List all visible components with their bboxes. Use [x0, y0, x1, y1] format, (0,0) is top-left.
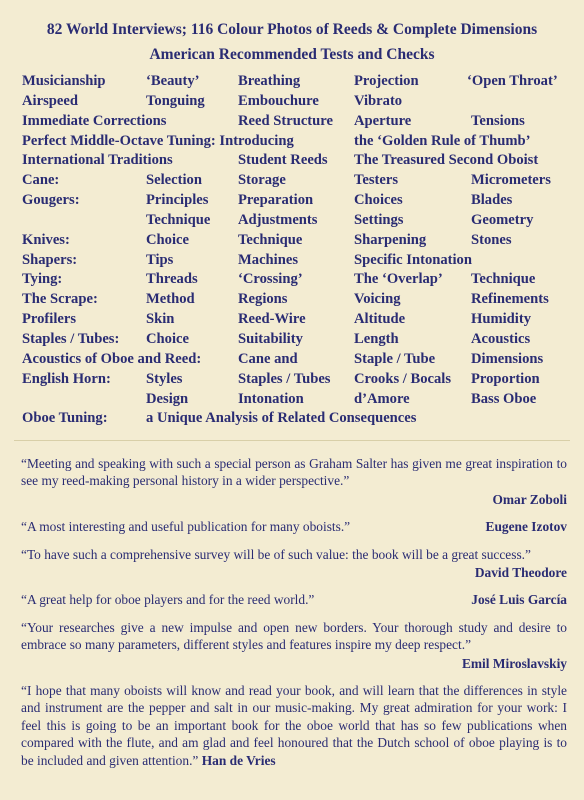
topic-item: Bass Oboe: [471, 390, 537, 407]
topic-item: Student Reeds: [238, 152, 328, 169]
topic-item: Choice: [146, 231, 189, 248]
topic-item: Method: [146, 291, 195, 308]
topic-item: Preparation: [238, 192, 314, 209]
topic-item: The Scrape:: [22, 291, 98, 308]
topic-item: Machines: [238, 251, 298, 268]
topic-item: Perfect Middle-Octave Tuning: Introducing: [22, 132, 294, 149]
quote-author: Emil Miroslavskiy: [461, 655, 567, 671]
topic-row: [22, 331, 567, 351]
topic-item: Styles: [146, 370, 183, 387]
quote-author: Han de Vries: [201, 752, 276, 768]
topic-item: Regions: [238, 291, 288, 308]
testimonial: [21, 518, 567, 535]
topic-item: Dimensions: [471, 350, 544, 367]
topic-item: Staple / Tube: [354, 350, 436, 367]
topic-item: ‘Open Throat’: [467, 73, 558, 89]
quote-author: David Theodore: [474, 565, 567, 581]
subheadline: American Recommended Tests and Checks: [149, 46, 435, 63]
topic-item: Tonguing: [146, 92, 205, 109]
topic-item: Staples / Tubes: [238, 370, 331, 387]
topic-row: [22, 271, 567, 291]
topic-item: Knives:: [22, 231, 70, 248]
topic-item: Design: [146, 390, 189, 407]
topic-item: Refinements: [471, 291, 549, 308]
quote-text: “I hope that many oboists will know and read your book, and will learn that the differences in style and instrument are the pepper and salt in our music-making. My great admiration for your work: I feel this is going to be an important book for the oboe world that has so few publications when compared with the flute, and am glad and feel honoured that the Dutch school of oboe playing is to be included and given attention.” Han de Vries: [21, 683, 567, 768]
quote-author: Eugene Izotov: [485, 519, 567, 535]
topic-item: Tips: [146, 251, 174, 268]
topic-item: Embouchure: [238, 92, 319, 109]
quote-author: Omar Zoboli: [492, 491, 567, 507]
topic-item: Specific Intonation: [354, 251, 472, 268]
topic-row: [22, 291, 567, 311]
topic-item: Technique: [146, 211, 211, 228]
topic-item: Technique: [238, 231, 303, 248]
quote-text: “A great help for oboe players and for the reed world.”: [21, 592, 315, 608]
topic-row: [22, 113, 567, 133]
topic-row: [22, 152, 567, 172]
quote-text: “Your researches give a new impulse and open new borders. Your thorough study and desire to embrace so many parameters, different styles and features inspire my deep respect.”: [21, 619, 567, 653]
topic-item: Technique: [471, 271, 536, 288]
topic-item: Proportion: [471, 370, 540, 387]
topic-item: Storage: [238, 172, 286, 189]
topic-item: Reed-Wire: [238, 311, 306, 328]
quote-author: José Luis García: [471, 592, 567, 608]
topic-row: [22, 252, 567, 272]
topic-item: Acoustics of Oboe and Reed:: [22, 350, 202, 367]
topic-item: the ‘Golden Rule of Thumb’: [354, 132, 531, 149]
topic-item: a Unique Analysis of Related Consequences: [146, 410, 417, 427]
topic-item: Acoustics: [471, 330, 531, 347]
topic-row: [22, 192, 567, 212]
headline: 82 World Interviews; 116 Colour Photos of Reeds & Complete Dimensions: [46, 21, 538, 38]
topic-item: Testers: [354, 172, 399, 189]
topic-item: Selection: [146, 172, 202, 189]
topic-item: ‘Crossing’: [238, 271, 303, 288]
topic-item: Length: [354, 330, 399, 347]
topic-item: Blades: [471, 192, 513, 209]
topic-item: Choices: [354, 192, 403, 209]
topic-item: Crooks / Bocals: [354, 370, 452, 387]
topic-item: Adjustments: [238, 211, 318, 228]
testimonial: [21, 455, 567, 508]
topics-grid: [22, 73, 567, 430]
topic-item: The Treasured Second Oboist: [354, 152, 539, 169]
topic-item: Projection: [354, 73, 419, 89]
testimonial: [21, 591, 567, 608]
topic-item: Tying:: [22, 271, 63, 288]
topic-item: Aperture: [354, 112, 412, 129]
testimonial: [21, 546, 567, 582]
topic-row: [22, 371, 567, 391]
topic-item: Musicianship: [22, 73, 106, 89]
testimonial: [21, 619, 567, 672]
topic-row: [22, 232, 567, 252]
topic-item: English Horn:: [22, 370, 111, 387]
topic-item: d’Amore: [354, 390, 410, 407]
topic-item: Sharpening: [354, 231, 427, 248]
topic-item: Breathing: [238, 73, 301, 89]
topic-row: [22, 212, 567, 232]
topic-item: Intonation: [238, 390, 304, 407]
topic-item: Altitude: [354, 311, 406, 328]
testimonial: [21, 682, 567, 769]
quote-text: “Meeting and speaking with such a special person as Graham Salter has given me great inspiration to see my reed-making personal history in a wider perspective.”: [21, 456, 567, 489]
topic-row: [22, 73, 567, 93]
topic-item: Threads: [146, 271, 198, 288]
topic-item: Principles: [146, 192, 209, 209]
quote-text: “A most interesting and useful publication for many oboists.”: [21, 519, 351, 535]
topic-item: Airspeed: [22, 92, 78, 109]
topic-item: Vibrato: [354, 92, 403, 109]
topic-item: Cane:: [22, 172, 60, 189]
topic-item: Humidity: [471, 311, 532, 328]
topic-item: Skin: [146, 311, 175, 328]
topic-item: Suitability: [238, 330, 303, 347]
topic-item: Settings: [354, 211, 404, 228]
topic-item: Immediate Corrections: [22, 112, 167, 129]
topic-item: Micrometers: [471, 172, 551, 189]
topic-row: [22, 133, 567, 153]
topic-item: Shapers:: [22, 251, 78, 268]
topic-row: [22, 93, 567, 113]
testimonials: [21, 455, 567, 779]
topic-row: [22, 410, 567, 430]
topic-item: Gougers:: [22, 192, 80, 209]
topic-item: Tensions: [471, 112, 525, 129]
topic-item: The ‘Overlap’: [354, 271, 443, 288]
divider: [14, 440, 570, 441]
topic-item: Profilers: [22, 311, 77, 328]
topic-item: Stones: [471, 231, 512, 248]
topic-row: [22, 351, 567, 371]
topic-item: Geometry: [471, 211, 534, 228]
quote-text: “To have such a comprehensive survey will be of such value: the book will be a great success.”: [21, 546, 531, 562]
topic-item: Oboe Tuning:: [22, 410, 108, 427]
topic-item: Reed Structure: [238, 112, 333, 129]
topic-row: [22, 391, 567, 411]
topic-item: Staples / Tubes:: [22, 330, 120, 347]
topic-item: Voicing: [354, 291, 401, 308]
topic-row: [22, 311, 567, 331]
topic-item: Choice: [146, 330, 189, 347]
topic-row: [22, 172, 567, 192]
topic-item: Cane and: [238, 350, 298, 367]
topic-item: International Traditions: [22, 152, 173, 169]
topic-item: ‘Beauty’: [146, 73, 200, 89]
